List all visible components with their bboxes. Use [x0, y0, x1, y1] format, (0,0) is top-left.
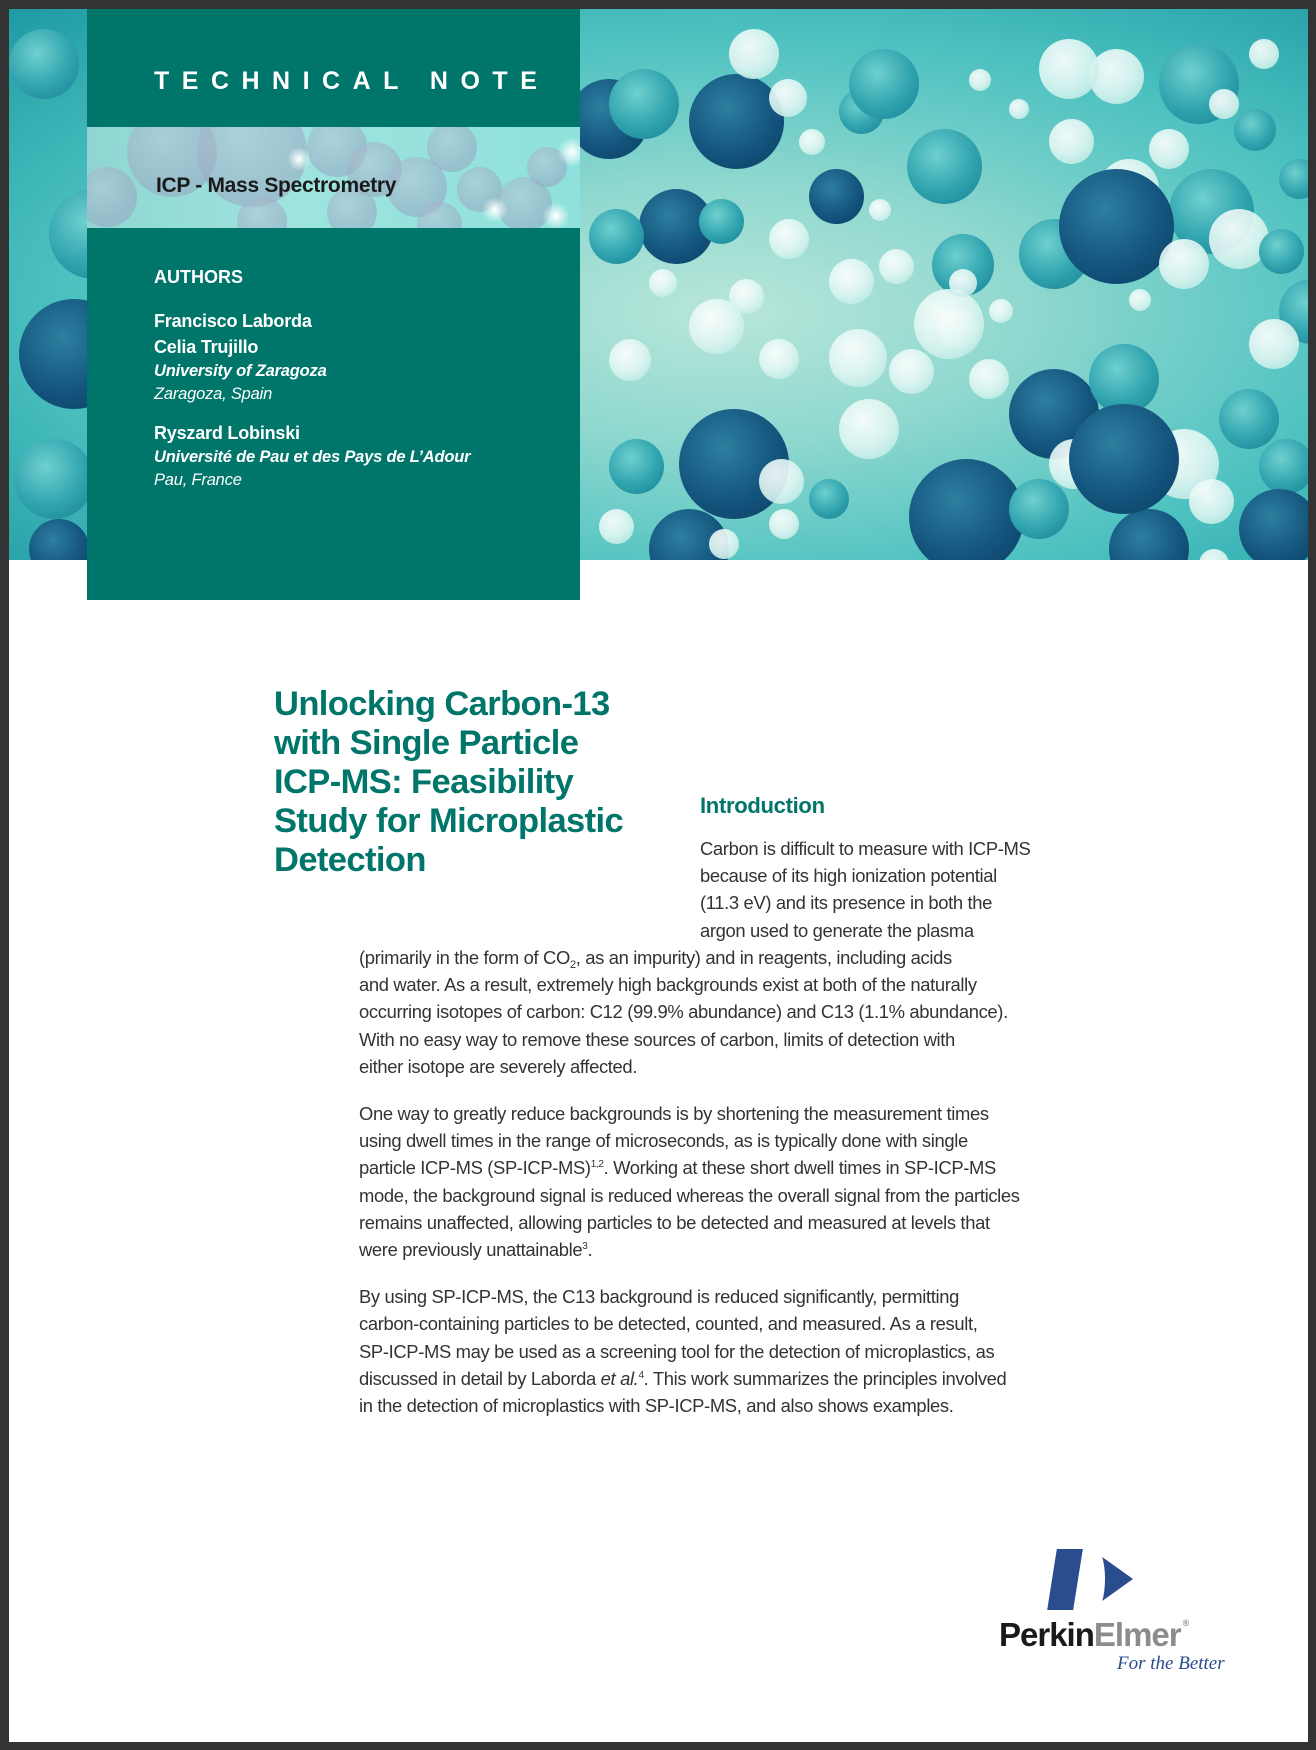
text-fragment: discussed in detail by Laborda [359, 1367, 601, 1389]
text-line: Carbon is difficult to measure with ICP-MS [700, 838, 1031, 859]
citation-superscript: 3 [582, 1241, 588, 1253]
subscript: 2 [569, 959, 576, 971]
decorative-sphere [914, 289, 984, 359]
title-line: Unlocking Carbon-13 [274, 685, 610, 723]
text-line [359, 1154, 1079, 1181]
text-line: SP-ICP-MS may be used as a screening tool for the detection of microplastics, as [359, 1340, 995, 1362]
text-line [359, 1365, 1079, 1392]
text-fragment: were previously unattainable [359, 1239, 583, 1261]
decorative-sphere [809, 479, 849, 519]
decorative-sphere [907, 129, 982, 204]
logo-wordmark-dark: Perkin [999, 1616, 1094, 1653]
decorative-sphere [1219, 389, 1279, 449]
decorative-sphere [689, 299, 744, 354]
text-line: because of its high ionization potential [700, 865, 997, 887]
logo-tagline: For the Better [1117, 1653, 1225, 1674]
title-line: with Single Particle [274, 724, 579, 762]
decorative-sphere [769, 219, 809, 259]
text-line [359, 1236, 1079, 1263]
decorative-sphere [1049, 119, 1094, 164]
section-heading-introduction: Introduction [700, 793, 825, 818]
author-name: Francisco Laborda [154, 311, 312, 331]
text-line [359, 944, 1079, 971]
text-fragment: (primarily in the form of CO [359, 947, 570, 968]
decorative-sphere [689, 74, 784, 169]
paragraph-2 [359, 1100, 1079, 1263]
decorative-sphere [989, 299, 1013, 323]
text-line: argon used to generate the plasma [700, 919, 974, 941]
text-line: mode, the background signal is reduced whereas the overall signal from the particles [359, 1184, 1020, 1206]
decorative-sphere [799, 129, 825, 155]
decorative-sphere [869, 199, 891, 221]
text-line: One way to greatly reduce backgrounds is by shortening the measurement times [359, 1103, 989, 1125]
text-fragment: , as an impurity) and in reagents, including acids [575, 947, 952, 968]
authors-heading: AUTHORS [154, 267, 243, 287]
decorative-sphere [769, 509, 799, 539]
text-line: By using SP-ICP-MS, the C13 background is reduced significantly, permitting [359, 1286, 960, 1308]
decorative-sphere [1129, 289, 1151, 311]
decorative-sphere [87, 167, 137, 227]
logo-wordmark-light: Elmer [1093, 1616, 1181, 1653]
decorative-sphere [609, 339, 651, 381]
registered-mark: ® [1182, 1618, 1190, 1628]
decorative-sphere [1009, 479, 1069, 539]
decorative-sphere [9, 29, 79, 99]
decorative-sphere [909, 459, 1024, 560]
category-band [87, 127, 580, 228]
logo-wordmark [999, 1616, 1189, 1654]
perkinelmer-logo [999, 1539, 1239, 1679]
decorative-sphere [849, 49, 919, 119]
decorative-sphere [1239, 489, 1308, 560]
decorative-sphere [949, 269, 977, 297]
decorative-sphere [709, 529, 739, 559]
decorative-sphere [29, 519, 89, 560]
decorative-sphere [829, 329, 887, 387]
author-affiliation: Université de Pau et des Pays de L’Adour [154, 448, 471, 466]
decorative-sphere [14, 439, 94, 519]
document-type-label: TECHNICAL NOTE [154, 67, 550, 95]
decorative-sphere [1069, 404, 1179, 514]
text-line: occurring isotopes of carbon: C12 (99.9% abundance) and C13 (1.1% abundance). [359, 1001, 1008, 1023]
decorative-sphere [879, 249, 914, 284]
text-fragment: . This work summarizes the principles involved [643, 1367, 1007, 1389]
decorative-sphere [889, 349, 934, 394]
decorative-sphere [609, 69, 679, 139]
decorative-sphere [609, 439, 664, 494]
logo-p-stem-icon [1047, 1549, 1083, 1610]
author-name: Celia Trujillo [154, 337, 259, 357]
decorative-sphere [287, 147, 311, 171]
citation-superscript: 4 [638, 1369, 644, 1381]
text-line: either isotope are severely affected. [359, 1055, 638, 1077]
text-line: (11.3 eV) and its presence in both the [700, 892, 993, 914]
decorative-sphere [482, 197, 508, 223]
decorative-sphere [1189, 479, 1234, 524]
author-affiliation: University of Zaragoza [154, 362, 327, 380]
author-location: Zaragoza, Spain [154, 385, 273, 403]
decorative-sphere [1279, 159, 1308, 199]
text-line: carbon-containing particles to be detected, counted, and measured. As a result, [359, 1313, 978, 1335]
logo-triangle-curve [1085, 1547, 1105, 1611]
category-label: ICP - Mass Spectrometry [156, 174, 397, 197]
paragraph-3 [359, 1283, 1079, 1419]
decorative-sphere [557, 137, 580, 167]
decorative-sphere [1259, 229, 1304, 274]
text-fragment-italic: et al. [600, 1367, 639, 1389]
text-fragment: . [587, 1239, 593, 1261]
decorative-sphere [1149, 129, 1189, 169]
paragraph-1 [359, 944, 1079, 1080]
decorative-sphere [1199, 549, 1229, 560]
decorative-sphere [1109, 509, 1189, 560]
decorative-sphere [649, 269, 677, 297]
decorative-sphere [969, 359, 1009, 399]
intro-column-text [700, 835, 1080, 944]
text-fragment: particle ICP-MS (SP-ICP-MS) [359, 1157, 591, 1179]
author-group [154, 308, 470, 406]
decorative-sphere [1234, 109, 1276, 151]
decorative-sphere [1209, 89, 1239, 119]
decorative-sphere [729, 29, 779, 79]
title-line: ICP-MS: Feasibility [274, 763, 574, 801]
decorative-sphere [829, 259, 874, 304]
author-group [154, 420, 470, 492]
text-line: remains unaffected, allowing particles to be detected and measured at levels that [359, 1211, 990, 1233]
text-line: in the detection of microplastics with SP-ICP-MS, and also shows examples. [359, 1395, 954, 1417]
title-line: Study for Microplastic [274, 802, 624, 840]
decorative-sphere [969, 69, 991, 91]
document-page [9, 9, 1308, 1742]
decorative-sphere [1159, 239, 1209, 289]
decorative-sphere [589, 209, 644, 264]
decorative-sphere [1009, 99, 1029, 119]
text-line: and water. As a result, extremely high backgrounds exist at both of the naturally [359, 974, 977, 996]
decorative-sphere [839, 399, 899, 459]
decorative-sphere [1059, 169, 1174, 284]
decorative-sphere [769, 79, 807, 117]
decorative-sphere [1249, 39, 1279, 69]
body-text [359, 944, 1079, 1439]
decorative-sphere [1259, 439, 1308, 494]
authors-block [154, 267, 470, 492]
decorative-sphere [809, 169, 864, 224]
author-name: Ryszard Lobinski [154, 423, 300, 443]
decorative-sphere [699, 199, 744, 244]
decorative-sphere [1039, 39, 1099, 99]
decorative-sphere [542, 202, 570, 228]
title-line: Detection [274, 841, 426, 879]
document-title [274, 685, 694, 880]
decorative-sphere [759, 339, 799, 379]
citation-superscript: 1,2 [590, 1159, 604, 1171]
decorative-sphere [599, 509, 634, 544]
text-line: using dwell times in the range of microseconds, as is typically done with single [359, 1130, 968, 1152]
decorative-sphere [427, 127, 477, 172]
decorative-sphere [759, 459, 804, 504]
header-panel [87, 9, 580, 600]
author-location: Pau, France [154, 471, 242, 489]
text-line: With no easy way to remove these sources of carbon, limits of detection with [359, 1028, 955, 1050]
decorative-sphere [1249, 319, 1299, 369]
text-fragment: . Working at these short dwell times in SP-ICP-MS [603, 1157, 996, 1179]
